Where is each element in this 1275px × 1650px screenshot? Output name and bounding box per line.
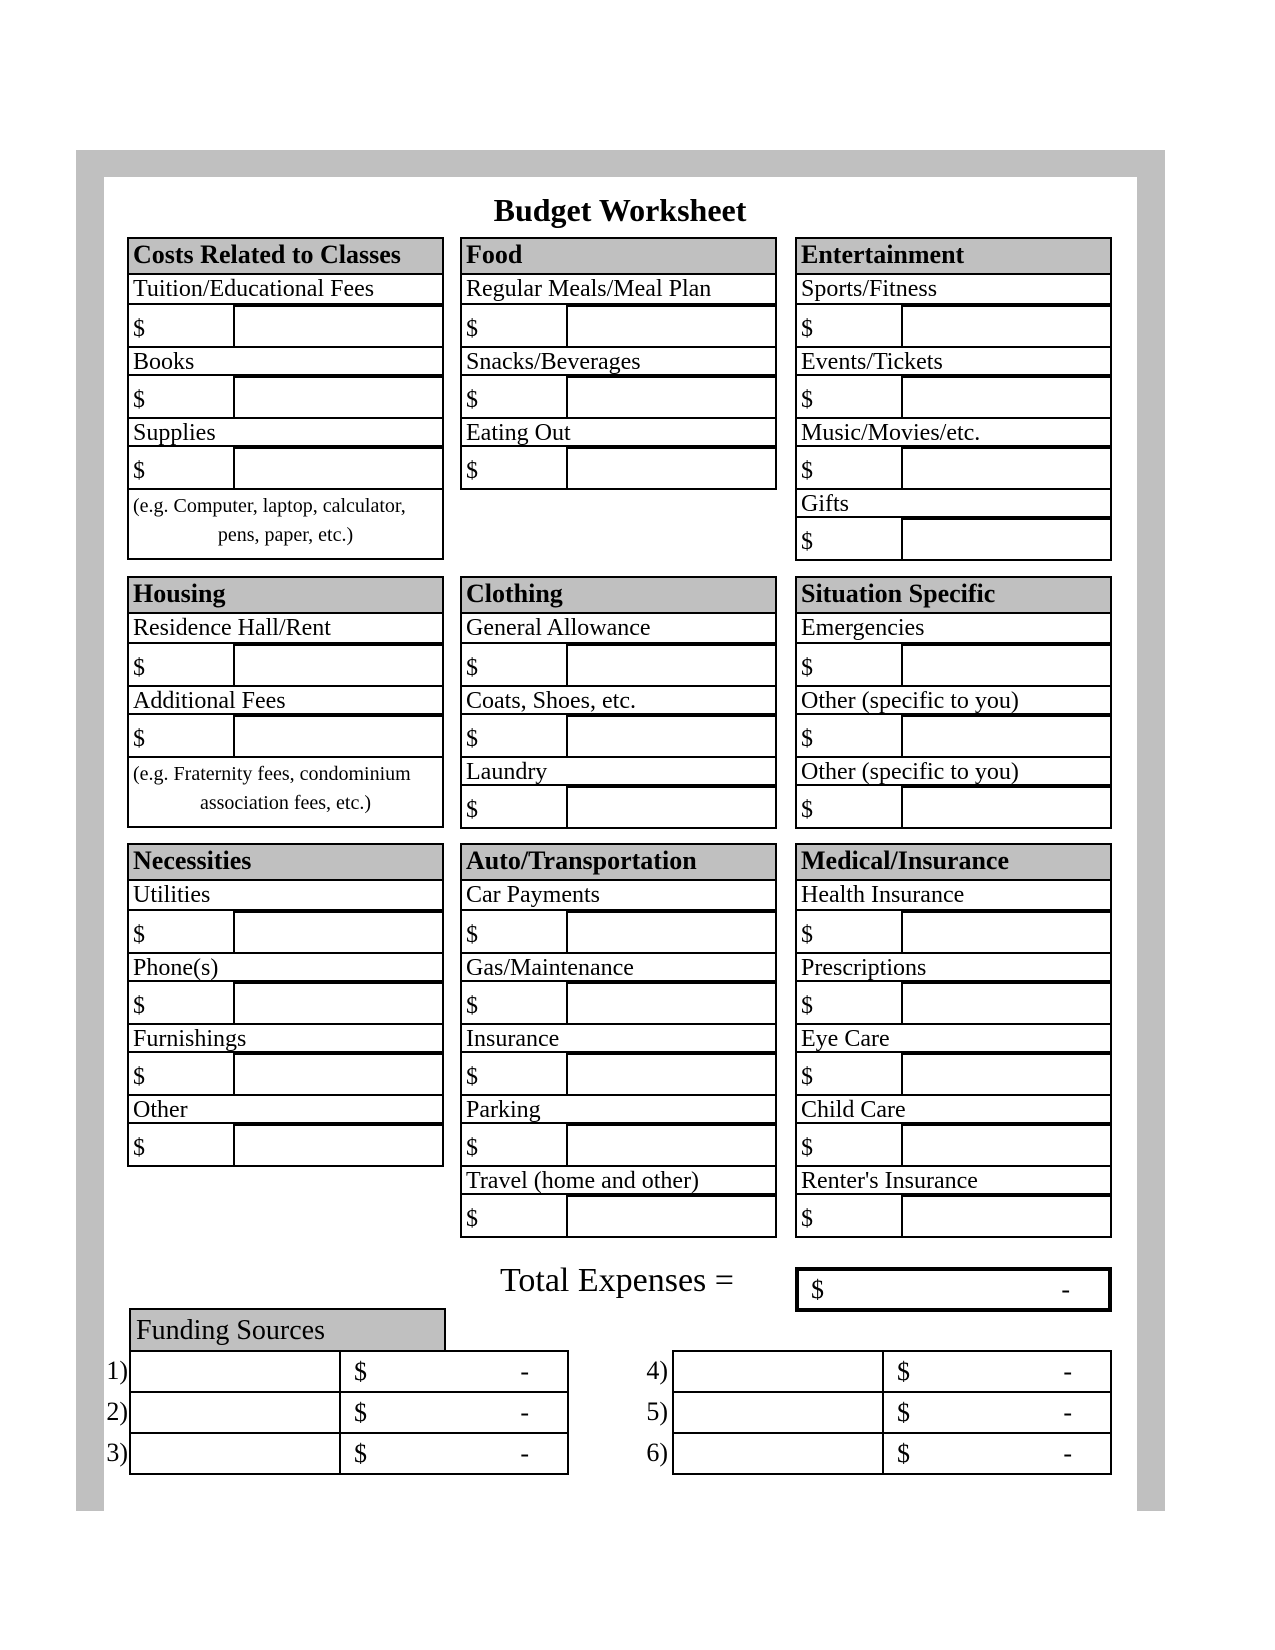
- item-label: Phone(s): [129, 952, 442, 982]
- funding-amount[interactable]: [341, 1393, 567, 1432]
- budget-item: [462, 417, 775, 488]
- funding-amount[interactable]: [884, 1434, 1110, 1473]
- section-housing: [127, 576, 444, 828]
- item-label: Music/Movies/etc.: [797, 417, 1110, 447]
- dollar-sign: $: [801, 1135, 813, 1161]
- amount-input[interactable]: [233, 1053, 442, 1094]
- funding-number: 2): [106, 1397, 128, 1426]
- budget-item: [797, 1165, 1110, 1236]
- section-clothing: [460, 576, 777, 829]
- budget-item: [797, 417, 1110, 488]
- amount-input[interactable]: [901, 1053, 1110, 1094]
- dollar-sign: $: [801, 458, 813, 484]
- budget-item: [797, 756, 1110, 827]
- budget-item: [797, 685, 1110, 756]
- budget-item: [129, 881, 442, 952]
- dollar-sign: $: [133, 387, 145, 413]
- item-label: Eye Care: [797, 1023, 1110, 1053]
- budget-item: [462, 881, 775, 952]
- dollar-sign: $: [801, 922, 813, 948]
- item-label: Events/Tickets: [797, 346, 1110, 376]
- item-label: Coats, Shoes, etc.: [462, 685, 775, 715]
- section-note: [129, 756, 442, 826]
- dollar-sign: $: [466, 1206, 478, 1232]
- amount-input[interactable]: [901, 1195, 1110, 1236]
- item-label: General Allowance: [462, 614, 775, 644]
- section-header: Situation Specific: [797, 578, 1110, 614]
- item-label: Residence Hall/Rent: [129, 614, 442, 644]
- amount-input[interactable]: [901, 305, 1110, 346]
- note-line: (e.g. Fraternity fees, condominium: [133, 763, 411, 785]
- total-expenses-label: Total Expenses =: [500, 1262, 734, 1299]
- funding-amount[interactable]: [341, 1434, 567, 1473]
- item-label: Books: [129, 346, 442, 376]
- amount-input[interactable]: [901, 518, 1110, 559]
- funding-number: 3): [106, 1438, 128, 1467]
- page-title: Budget Worksheet: [493, 192, 747, 228]
- amount-input[interactable]: [566, 982, 775, 1023]
- amount-input[interactable]: [233, 911, 442, 952]
- section-food: [460, 237, 777, 490]
- amount-input[interactable]: [901, 376, 1110, 417]
- dollar-sign: $: [133, 922, 145, 948]
- note-line: (e.g. Computer, laptop, calculator,: [133, 495, 406, 517]
- amount-input[interactable]: [901, 644, 1110, 685]
- dollar-sign: $: [897, 1398, 910, 1427]
- item-label: Other (specific to you): [797, 756, 1110, 786]
- item-label: Emergencies: [797, 614, 1110, 644]
- item-label: Car Payments: [462, 881, 775, 911]
- amount-input[interactable]: [566, 1053, 775, 1094]
- budget-item: [462, 346, 775, 417]
- funding-source-input[interactable]: [131, 1352, 341, 1391]
- dollar-sign: $: [133, 316, 145, 342]
- funding-value: -: [1063, 1357, 1072, 1386]
- budget-item: [129, 685, 442, 756]
- amount-input[interactable]: [566, 715, 775, 756]
- section-header: Necessities: [129, 845, 442, 881]
- amount-input[interactable]: [566, 1124, 775, 1165]
- funding-table-right: [672, 1350, 1112, 1475]
- item-label: Furnishings: [129, 1023, 442, 1053]
- item-label: Child Care: [797, 1094, 1110, 1124]
- section-note: [129, 488, 442, 558]
- item-label: Prescriptions: [797, 952, 1110, 982]
- item-label: Travel (home and other): [462, 1165, 775, 1195]
- budget-item: [129, 275, 442, 346]
- funding-value: -: [1063, 1398, 1072, 1427]
- funding-value: -: [520, 1439, 529, 1468]
- budget-item: [129, 1094, 442, 1165]
- dollar-sign: $: [466, 797, 478, 823]
- dollar-sign: $: [466, 993, 478, 1019]
- amount-input[interactable]: [233, 715, 442, 756]
- amount-input[interactable]: [233, 1124, 442, 1165]
- funding-source-input[interactable]: [674, 1434, 884, 1473]
- budget-item: [797, 1023, 1110, 1094]
- dollar-sign: $: [466, 922, 478, 948]
- dollar-sign: $: [466, 316, 478, 342]
- amount-input[interactable]: [566, 305, 775, 346]
- section-necessities: [127, 843, 444, 1167]
- section-header: Medical/Insurance: [797, 845, 1110, 881]
- amount-input[interactable]: [566, 644, 775, 685]
- section-header: Auto/Transportation: [462, 845, 775, 881]
- dollar-sign: $: [133, 726, 145, 752]
- funding-value: -: [520, 1398, 529, 1427]
- funding-row: [131, 1391, 567, 1432]
- dollar-sign: $: [354, 1357, 367, 1386]
- budget-item: [462, 952, 775, 1023]
- section-header: Clothing: [462, 578, 775, 614]
- funding-source-input[interactable]: [674, 1352, 884, 1391]
- item-label: Utilities: [129, 881, 442, 911]
- budget-item: [462, 1023, 775, 1094]
- budget-item: [797, 488, 1110, 559]
- dollar-sign: $: [801, 655, 813, 681]
- section-auto-transportation: [460, 843, 777, 1238]
- amount-input[interactable]: [901, 786, 1110, 827]
- funding-row: [131, 1352, 567, 1391]
- dollar-sign: $: [897, 1357, 910, 1386]
- amount-input[interactable]: [566, 1195, 775, 1236]
- section-header: Entertainment: [797, 239, 1110, 275]
- dollar-sign: $: [133, 1135, 145, 1161]
- funding-row: [674, 1391, 1110, 1432]
- dollar-sign: $: [466, 458, 478, 484]
- amount-input[interactable]: [233, 305, 442, 346]
- amount-input[interactable]: [566, 911, 775, 952]
- amount-input[interactable]: [566, 447, 775, 488]
- section-classes: [127, 237, 444, 560]
- total-value: -: [1061, 1275, 1070, 1304]
- budget-item: [462, 275, 775, 346]
- dollar-sign: $: [133, 458, 145, 484]
- amount-input[interactable]: [901, 715, 1110, 756]
- dollar-sign: $: [466, 726, 478, 752]
- item-label: Regular Meals/Meal Plan: [462, 275, 775, 305]
- total-expenses-box[interactable]: [795, 1267, 1112, 1312]
- dollar-sign: $: [801, 797, 813, 823]
- dollar-sign: $: [801, 387, 813, 413]
- item-label: Renter's Insurance: [797, 1165, 1110, 1195]
- funding-number: 1): [106, 1356, 128, 1385]
- budget-item: [462, 1094, 775, 1165]
- dollar-sign: $: [801, 1206, 813, 1232]
- item-label: Other: [129, 1094, 442, 1124]
- dollar-sign: $: [133, 993, 145, 1019]
- dollar-sign: $: [897, 1439, 910, 1468]
- dollar-sign: $: [801, 1064, 813, 1090]
- amount-input[interactable]: [901, 1124, 1110, 1165]
- budget-item: [797, 952, 1110, 1023]
- funding-table-left: [129, 1350, 569, 1475]
- dollar-sign: $: [133, 655, 145, 681]
- item-label: Gifts: [797, 488, 1110, 518]
- dollar-sign: $: [466, 1064, 478, 1090]
- budget-item: [462, 614, 775, 685]
- funding-value: -: [520, 1357, 529, 1386]
- section-header: Costs Related to Classes: [129, 239, 442, 275]
- item-label: Tuition/Educational Fees: [129, 275, 442, 305]
- funding-number: 5): [646, 1397, 668, 1426]
- budget-item: [462, 756, 775, 827]
- dollar-sign: $: [466, 655, 478, 681]
- budget-item: [797, 614, 1110, 685]
- item-label: Sports/Fitness: [797, 275, 1110, 305]
- budget-item: [797, 346, 1110, 417]
- dollar-sign: $: [354, 1398, 367, 1427]
- item-label: Other (specific to you): [797, 685, 1110, 715]
- dollar-sign: $: [801, 529, 813, 555]
- dollar-sign: $: [801, 316, 813, 342]
- section-entertainment: [795, 237, 1112, 561]
- funding-row: [674, 1432, 1110, 1473]
- item-label: Health Insurance: [797, 881, 1110, 911]
- item-label: Insurance: [462, 1023, 775, 1053]
- funding-sources-header: Funding Sources: [129, 1308, 446, 1350]
- amount-input[interactable]: [901, 911, 1110, 952]
- item-label: Supplies: [129, 417, 442, 447]
- dollar-sign: $: [466, 387, 478, 413]
- amount-input[interactable]: [901, 447, 1110, 488]
- budget-item: [129, 614, 442, 685]
- funding-number: 4): [646, 1356, 668, 1385]
- item-label: Laundry: [462, 756, 775, 786]
- item-label: Gas/Maintenance: [462, 952, 775, 982]
- dollar-sign: $: [354, 1439, 367, 1468]
- budget-item: [462, 1165, 775, 1236]
- note-line: association fees, etc.): [199, 792, 372, 814]
- dollar-sign: $: [801, 993, 813, 1019]
- note-line: pens, paper, etc.): [217, 524, 354, 546]
- amount-input[interactable]: [233, 376, 442, 417]
- funding-source-input[interactable]: [131, 1434, 341, 1473]
- budget-item: [129, 952, 442, 1023]
- item-label: Snacks/Beverages: [462, 346, 775, 376]
- section-medical-insurance: [795, 843, 1112, 1238]
- section-header: Housing: [129, 578, 442, 614]
- amount-input[interactable]: [566, 786, 775, 827]
- funding-row: [674, 1352, 1110, 1391]
- dollar-sign: $: [801, 726, 813, 752]
- funding-amount[interactable]: [341, 1352, 567, 1391]
- funding-number: 6): [646, 1438, 668, 1467]
- item-label: Parking: [462, 1094, 775, 1124]
- section-situation-specific: [795, 576, 1112, 829]
- funding-amount[interactable]: [884, 1393, 1110, 1432]
- funding-value: -: [1063, 1439, 1072, 1468]
- amount-input[interactable]: [233, 447, 442, 488]
- budget-item: [797, 881, 1110, 952]
- dollar-sign: $: [133, 1064, 145, 1090]
- budget-item: [462, 685, 775, 756]
- item-label: Additional Fees: [129, 685, 442, 715]
- budget-item: [797, 275, 1110, 346]
- dollar-sign: $: [466, 1135, 478, 1161]
- amount-input[interactable]: [901, 982, 1110, 1023]
- item-label: Eating Out: [462, 417, 775, 447]
- amount-input[interactable]: [233, 982, 442, 1023]
- amount-input[interactable]: [566, 376, 775, 417]
- funding-row: [131, 1432, 567, 1473]
- section-header: Food: [462, 239, 775, 275]
- dollar-sign: $: [811, 1275, 824, 1304]
- budget-item: [129, 346, 442, 417]
- funding-source-input[interactable]: [674, 1393, 884, 1432]
- budget-item: [129, 1023, 442, 1094]
- budget-item: [797, 1094, 1110, 1165]
- amount-input[interactable]: [233, 644, 442, 685]
- funding-amount[interactable]: [884, 1352, 1110, 1391]
- budget-item: [129, 417, 442, 488]
- funding-source-input[interactable]: [131, 1393, 341, 1432]
